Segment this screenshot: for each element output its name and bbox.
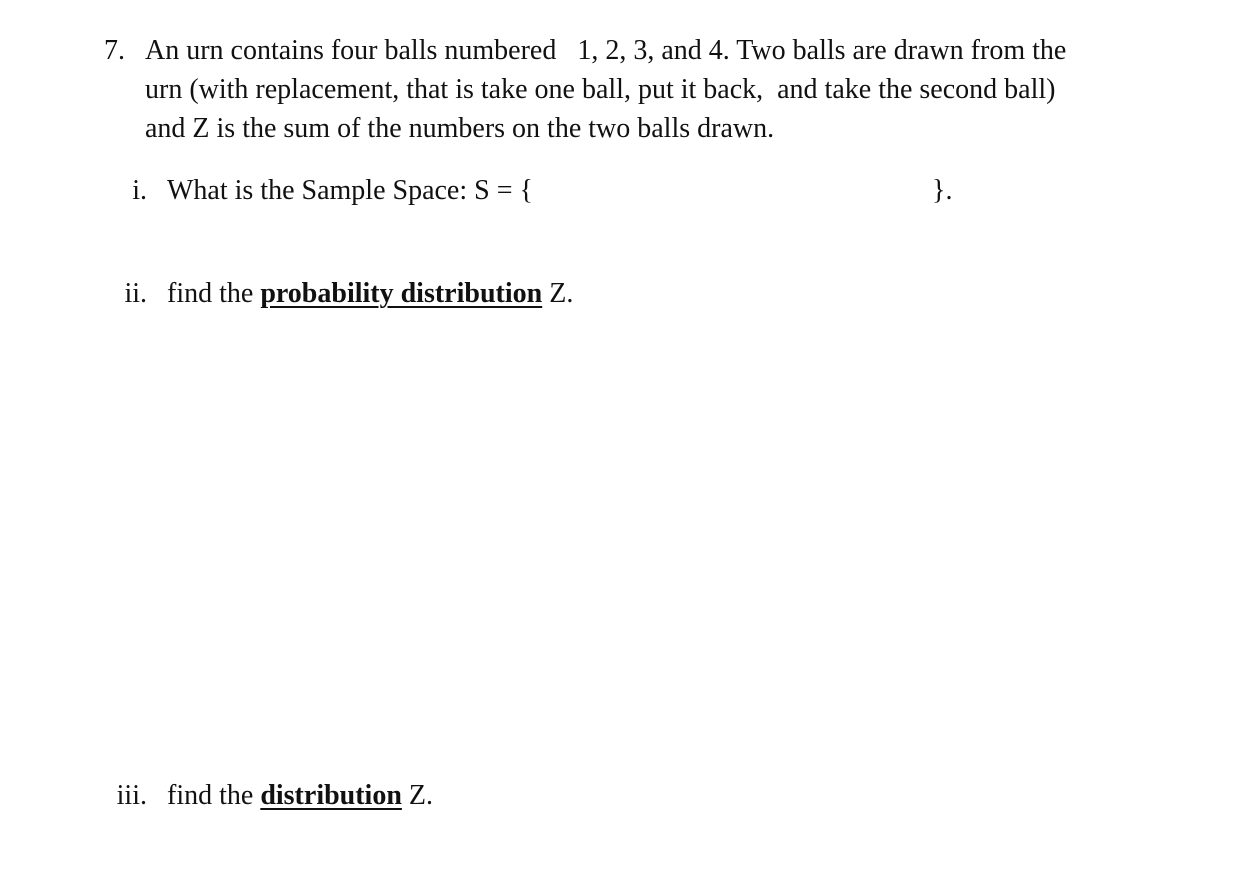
- part-iii-text: [167, 782, 433, 810]
- part-i-text: What is the Sample Space: S = {: [167, 175, 533, 206]
- part-iii-emphasis: distribution: [260, 780, 402, 811]
- question-line-2: urn (with replacement, that is take one ball, put it back, and take the second ball): [145, 74, 1056, 105]
- question-line-1: An urn contains four balls numbered 1, 2, 3, and 4. Two balls are drawn from the: [145, 35, 1067, 66]
- part-ii-prefix: find the: [167, 278, 261, 309]
- part-i-closing-brace: }.: [932, 175, 953, 206]
- part-ii-number: ii.: [124, 278, 147, 309]
- part-ii-suffix: Z.: [542, 278, 574, 309]
- part-iii-prefix: find the: [167, 780, 261, 811]
- part-ii-text: [167, 280, 573, 308]
- part-iii-number: iii.: [116, 780, 147, 811]
- question-line-3: and Z is the sum of the numbers on the two balls drawn.: [145, 113, 775, 144]
- part-ii-emphasis: probability distribution: [260, 278, 543, 309]
- part-i-number: i.: [132, 175, 147, 206]
- part-iii-suffix: Z.: [401, 780, 434, 811]
- question-number: 7.: [104, 35, 125, 66]
